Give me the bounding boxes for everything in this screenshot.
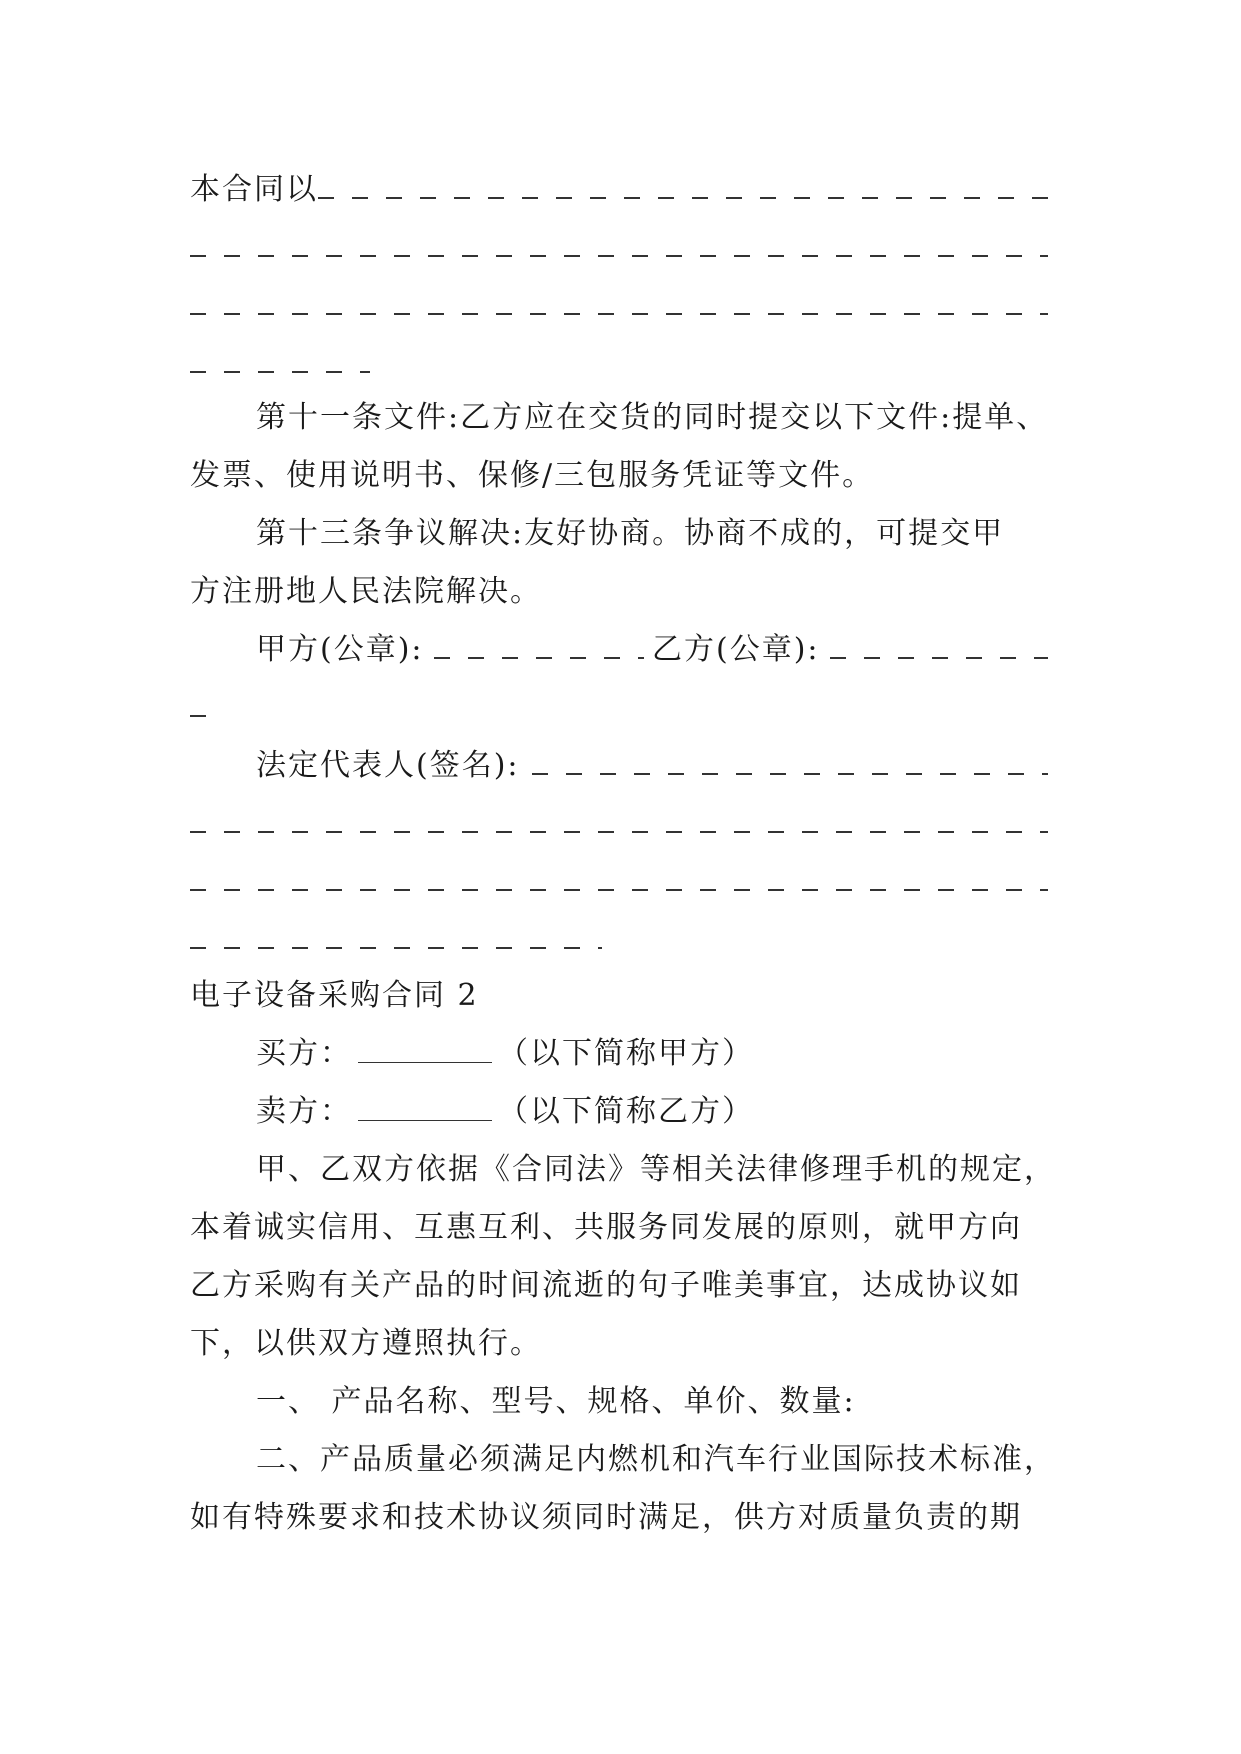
buyer-note: （以下简称甲方） xyxy=(498,1036,754,1071)
party-a-seal-label: 甲方(公章): xyxy=(256,632,424,667)
article-11-line-1: 第十一条文件:乙方应在交货的同时提交以下文件:提单、 xyxy=(256,400,1049,435)
blank-line xyxy=(190,255,1048,257)
legal-rep-label: 法定代表人(签名): xyxy=(256,748,520,783)
article-11-line-2: 发票、使用说明书、保修/三包服务凭证等文件。 xyxy=(190,458,875,493)
blank-line xyxy=(190,947,602,949)
article-13-line-2: 方注册地人民法院解决。 xyxy=(190,574,542,609)
intro-line-1: 甲、乙双方依据《合同法》等相关法律修理手机的规定， xyxy=(256,1152,1056,1187)
buyer-label: 买方： xyxy=(256,1036,352,1071)
intro-line-2: 本着诚实信用、互惠互利、共服务同发展的原则，就甲方向 xyxy=(190,1210,1022,1245)
blank-line xyxy=(190,371,370,373)
contract-title-2: 电子设备采购合同 2 xyxy=(190,978,479,1013)
item-1: 一、 产品名称、型号、规格、单价、数量: xyxy=(256,1384,856,1419)
seller-label: 卖方： xyxy=(256,1094,352,1129)
blank-line xyxy=(190,313,1048,315)
blank-line xyxy=(190,889,1048,891)
buyer-line xyxy=(256,1034,754,1074)
blank-line xyxy=(190,715,206,717)
party-b-seal-label: 乙方(公章): xyxy=(652,632,820,667)
item-2-line-1: 二、产品质量必须满足内燃机和汽车行业国际技术标准， xyxy=(256,1442,1056,1477)
blank-line xyxy=(190,831,1048,833)
intro-line-4: 下，以供双方遵照执行。 xyxy=(190,1326,542,1361)
item-2-line-2: 如有特殊要求和技术协议须同时满足，供方对质量负责的期 xyxy=(190,1500,1022,1535)
blank-line xyxy=(830,657,1048,659)
seller-line xyxy=(256,1092,754,1132)
blank-line xyxy=(532,773,1048,775)
buyer-blank xyxy=(358,1036,492,1063)
blank-line xyxy=(434,657,644,659)
blank-line xyxy=(318,197,1048,199)
article-13-line-1: 第十三条争议解决:友好协商。协商不成的，可提交甲 xyxy=(256,516,1005,551)
seller-note: （以下简称乙方） xyxy=(498,1094,754,1129)
intro-line-3: 乙方采购有关产品的时间流逝的句子唯美事宜，达成协议如 xyxy=(190,1268,1022,1303)
seller-blank xyxy=(358,1094,492,1121)
contract-basis-label: 本合同以 xyxy=(190,172,318,207)
